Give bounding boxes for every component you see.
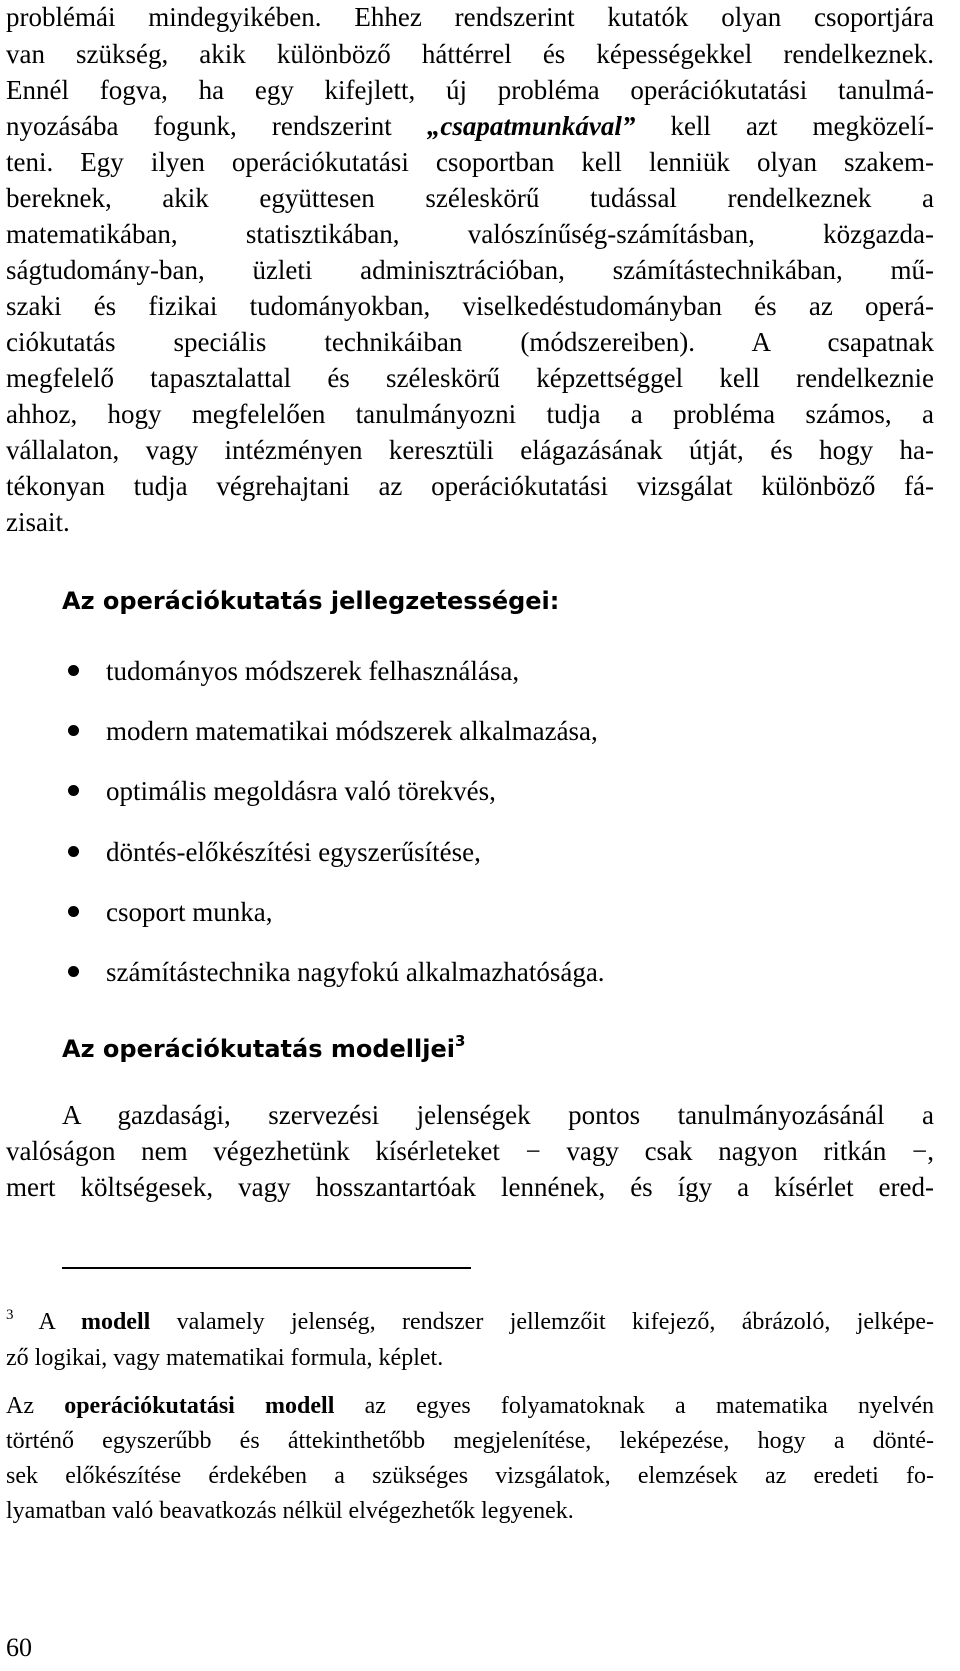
footnote-line: [6, 1391, 934, 1421]
list-item-text: tudományos módszerek felhasználása,: [106, 656, 520, 686]
text-line: mert költségesek, vagy hosszantartóak lennének, és így a kísérlet ered-: [6, 1172, 934, 1202]
list-item-text: optimális megoldásra való törekvés,: [106, 776, 496, 806]
text-line: megfelelő tapasztalattal és széleskörű képzettséggel kell rendelkeznie: [6, 363, 934, 393]
footnote-line: történő egyszerűbb és áttekinthetőbb megjelenítése, leképezése, hogy a dönté-: [6, 1428, 934, 1454]
text-span: kell azt megközelí-: [635, 111, 934, 141]
text-line: valóságon nem végezhetünk kísérleteket − vagy csak nagyon ritkán −,: [6, 1136, 934, 1166]
text-span: az egyes folyamatoknak a matematika nyelvén: [334, 1393, 934, 1419]
bullet-icon: [68, 785, 79, 796]
footnote-line: sek előkészítése érdekében a szükséges vizsgálatok, elemzések az eredeti fo-: [6, 1463, 934, 1489]
text-span: Az: [6, 1393, 65, 1419]
bullet-icon: [68, 966, 79, 977]
bullet-icon: [68, 906, 79, 917]
bullet-icon: [68, 665, 79, 676]
text-line: vállalaton, vagy intézményen keresztüli elágazásának útját, és hogy ha-: [6, 435, 934, 465]
text-line: ságtudomány-ban, üzleti adminisztrációban, számítástechnikában, mű-: [6, 255, 934, 285]
list-item-text: modern matematikai módszerek alkalmazása,: [106, 716, 598, 746]
text-line: Ennél fogva, ha egy kifejlett, új probléma operációkutatási tanulmá-: [6, 75, 934, 105]
footnote-line: [6, 1307, 934, 1337]
features-heading: Az operációkutatás jellegzetességei:: [62, 587, 560, 615]
text-line: ciókutatás speciális technikáiban (módszereiben). A csapatnak: [6, 327, 934, 357]
footnote-line: lyamatban való beavatkozás nélkül elvégezhetők legyenek.: [6, 1498, 574, 1524]
text-line: teni. Egy ilyen operációkutatási csoportban kell lenniük olyan szakem-: [6, 147, 934, 177]
list-item-text: döntés-előkészítési egyszerűsítése,: [106, 837, 481, 867]
text-line: matematikában, statisztikában, valószínűség-számításban, közgazda-: [6, 219, 934, 249]
bold-term: modell: [80, 1309, 151, 1335]
footnote-reference: 3: [454, 1032, 466, 1050]
bullet-icon: [68, 725, 79, 736]
list-item-text: számítástechnika nagyfokú alkalmazhatósága.: [106, 957, 605, 987]
text-line: zisait.: [6, 507, 70, 537]
text-line: ahhoz, hogy megfelelően tanulmányozni tudja a probléma számos, a: [6, 399, 934, 429]
text-line: bereknek, akik együttesen széleskörű tudással rendelkeznek a: [6, 183, 934, 213]
footnote-separator: [62, 1267, 471, 1269]
text-line: van szükség, akik különböző háttérrel és képességekkel rendelkeznek.: [6, 39, 934, 69]
bold-term: operációkutatási modell: [64, 1393, 335, 1419]
text-span: A: [13, 1309, 81, 1335]
text-span: valamely jelenség, rendszer jellemzőit kifejező, ábrázoló, jelképe-: [150, 1309, 934, 1335]
bullet-icon: [68, 846, 79, 857]
emphasis-teamwork: „csapatmunkával”: [426, 111, 636, 141]
list-item-text: csoport munka,: [106, 897, 273, 927]
text-line: problémái mindegyikében. Ehhez rendszerint kutatók olyan csoportjára: [6, 2, 934, 32]
footnote-marker: 3: [6, 1307, 14, 1323]
text-line: tékonyan tudja végrehajtani az operációkutatási vizsgálat különböző fá-: [6, 471, 934, 501]
text-span: nyozásába fogunk, rendszerint: [6, 111, 427, 141]
page-number: 60: [6, 1633, 32, 1662]
models-heading: [62, 1033, 465, 1065]
text-line: A gazdasági, szervezési jelenségek pontos tanulmányozásánál a: [62, 1100, 934, 1130]
models-heading-text: Az operációkutatás modelljei: [62, 1035, 455, 1063]
text-line: szaki és fizikai tudományokban, viselkedéstudományban és az operá-: [6, 291, 934, 321]
text-line: [6, 109, 934, 143]
footnote-line: ző logikai, vagy matematikai formula, képlet.: [6, 1345, 444, 1371]
